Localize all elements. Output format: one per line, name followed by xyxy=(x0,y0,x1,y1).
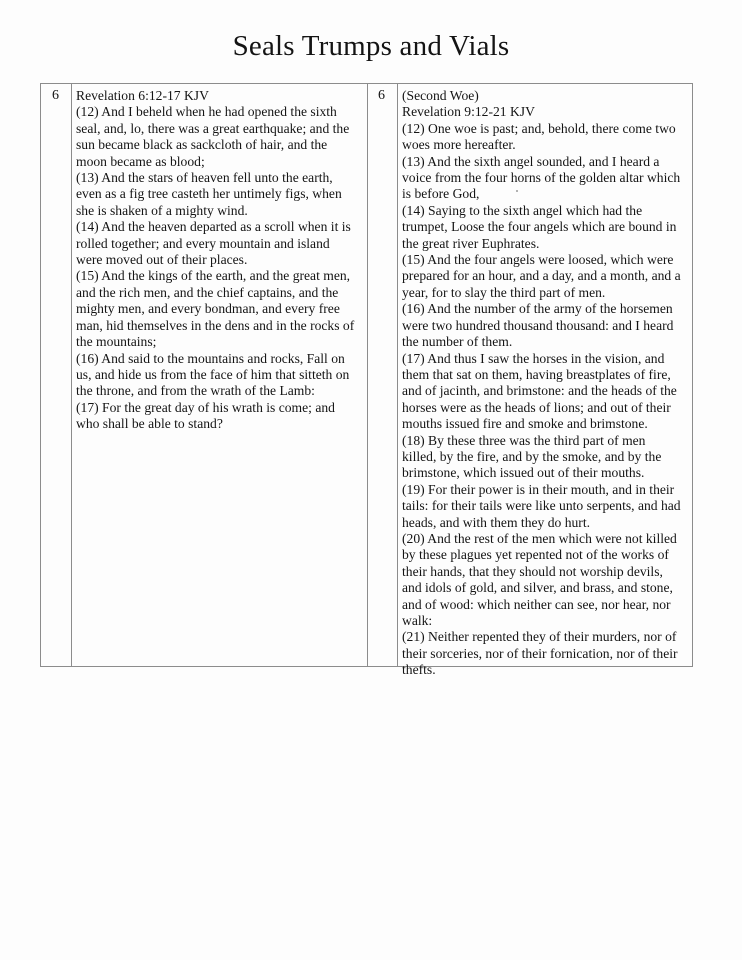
verse-line: even as a fig tree casteth her untimely figs, when xyxy=(76,186,342,202)
page-title: Seals Trumps and Vials xyxy=(232,30,510,62)
right-verse-cell xyxy=(402,88,692,679)
column-divider xyxy=(367,84,368,666)
verse-line: mouths issued fire and smoke and brimstone. xyxy=(402,416,648,432)
verse-line: (15) And the four angels were loosed, which were xyxy=(402,252,674,268)
verse-line: voice from the four horns of the golden altar which xyxy=(402,170,681,186)
verse-line: (14) And the heaven departed as a scroll when it is xyxy=(76,219,351,235)
verse-line: (12) And I beheld when he had opened the sixth xyxy=(76,104,337,120)
verse-line: and idols of gold, and silver, and brass, and stone, xyxy=(402,580,673,596)
verse-line: the number of them. xyxy=(402,334,513,350)
verse-line: them that sat on them, having breastplates of fire, xyxy=(402,366,671,382)
verse-line: us, and hide us from the face of him that sitteth on xyxy=(76,366,350,382)
verse-line: were two hundred thousand thousand: and I heard xyxy=(402,317,674,333)
verse-line: (17) And thus I saw the horses in the vision, and xyxy=(402,350,665,366)
right-row-number: 6 xyxy=(378,88,385,103)
verse-line: the throne, and from the wrath of the Lamb: xyxy=(76,383,315,399)
verse-line: (18) By these three was the third part of men xyxy=(402,432,646,448)
verse-line: Revelation 6:12-17 KJV xyxy=(76,88,209,103)
left-verse-cell xyxy=(76,88,364,433)
verse-line: the great river Euphrates. xyxy=(402,235,540,251)
verse-line: sun became black as sackcloth of hair, and the xyxy=(76,137,328,153)
column-divider xyxy=(397,84,398,666)
verse-line: year, for to slay the third part of men. xyxy=(402,284,606,300)
verse-line: trumpet, Loose the four angels which are bound in xyxy=(402,219,677,235)
verse-line: seal, and, lo, there was a great earthquake; and the xyxy=(76,120,350,136)
verse-line: (16) And said to the mountains and rocks, Fall on xyxy=(76,350,345,366)
verse-line: were moved out of their places. xyxy=(76,252,248,268)
verse-line: is before God, xyxy=(402,186,480,202)
verse-line: their sorceries, nor of their fornication, nor of their xyxy=(402,645,678,661)
verse-line: who shall be able to stand? xyxy=(76,416,223,432)
verse-line: prepared for an hour, and a day, and a month, and a xyxy=(402,268,681,284)
verse-line: brimstone, which issued out of their mouths. xyxy=(402,465,645,481)
verse-line: walk: xyxy=(402,613,433,628)
verse-line: horses were as the heads of lions; and out of their xyxy=(402,399,671,415)
verse-line: (20) And the rest of the men which were not killed xyxy=(402,530,677,546)
verse-line: (14) Saying to the sixth angel which had the xyxy=(402,202,643,218)
verse-line: (19) For their power is in their mouth, and in their xyxy=(402,481,675,497)
verse-line: and of jacinth, and brimstone: and the heads of the xyxy=(402,383,677,399)
verse-line: (12) One woe is past; and, behold, there come two xyxy=(402,120,676,136)
verse-line: killed, by the fire, and by the smoke, and by the xyxy=(402,448,662,464)
verse-line: (21) Neither repented they of their murders, nor of xyxy=(402,629,677,645)
verse-table xyxy=(40,83,693,678)
left-row-number: 6 xyxy=(52,88,59,103)
verse-line: (15) And the kings of the earth, and the great men, xyxy=(76,268,351,284)
verse-line: Revelation 9:12-21 KJV xyxy=(402,104,535,120)
verse-line: the mountains; xyxy=(76,334,157,350)
verse-line: by these plagues yet repented not of the works of xyxy=(402,547,669,563)
verse-line: and the rich men, and the chief captains, and the xyxy=(76,284,339,300)
verse-line: thefts. xyxy=(402,662,436,678)
verse-line: (17) For the great day of his wrath is come; and xyxy=(76,399,335,415)
verse-line: and of wood: which neither can see, nor hear, nor xyxy=(402,596,671,612)
verse-line: their hands, that they should not worship devils, xyxy=(402,563,663,579)
verse-line: mighty men, and every bondman, and every free xyxy=(76,301,340,317)
verse-line: woes more hereafter. xyxy=(402,137,516,153)
verse-line: (13) And the stars of heaven fell unto the earth, xyxy=(76,170,333,186)
verse-line: (16) And the number of the army of the horsemen xyxy=(402,301,673,317)
verse-line: tails: for their tails were like unto serpents, and had xyxy=(402,498,681,514)
verse-line: she is shaken of a mighty wind. xyxy=(76,202,248,218)
verse-line: moon became as blood; xyxy=(76,153,205,169)
scan-speck xyxy=(516,190,518,192)
verse-line: (Second Woe) xyxy=(402,88,479,103)
verse-line: rolled together; and every mountain and island xyxy=(76,235,330,251)
verse-line: heads, and with them they do hurt. xyxy=(402,514,591,530)
column-divider xyxy=(71,84,72,666)
verse-line: man, hid themselves in the dens and in the rocks of xyxy=(76,317,355,333)
verse-line: (13) And the sixth angel sounded, and I heard a xyxy=(402,153,660,169)
